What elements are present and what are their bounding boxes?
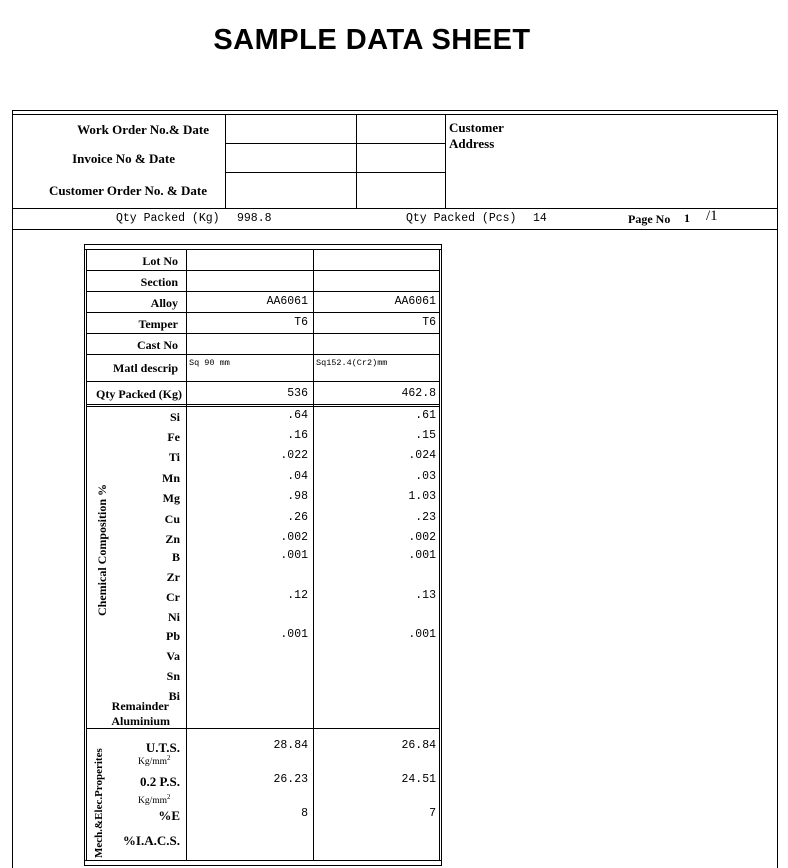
chem-element-label: Mn	[162, 471, 180, 485]
header-left-border	[12, 110, 13, 868]
chem-value-col2: .61	[415, 409, 436, 422]
col2-elong: 7	[429, 807, 436, 820]
chem-group-label: Chemical Composition %	[95, 484, 109, 616]
header-col-divider-3	[445, 114, 446, 208]
chem-element-label: Ti	[168, 450, 180, 464]
chem-element-label: Fe	[167, 430, 180, 444]
chem-value-col1: .12	[287, 589, 308, 602]
chem-element-label: Si	[169, 410, 180, 424]
row-line-lotno	[86, 270, 439, 271]
iacs-label: %I.A.C.S.	[122, 833, 180, 848]
row-line-section	[86, 291, 439, 292]
matl-descrip-label: Matl descrip	[113, 361, 178, 375]
qty-packed-label: Qty Packed (Kg)	[96, 387, 182, 401]
table-top-border	[84, 244, 441, 245]
chem-value-col2: .03	[415, 470, 436, 483]
page-current: 1	[684, 211, 690, 225]
chem-element-label: Ni	[168, 610, 180, 624]
chem-value-col1: .002	[280, 531, 308, 544]
chem-element-label: Bi	[168, 689, 180, 703]
chem-element-label: Cu	[164, 512, 180, 526]
summary-bottom-border	[12, 229, 778, 230]
uts-label: U.T.S.	[145, 740, 180, 755]
row-line-matl	[86, 381, 439, 382]
header-col-divider-2	[356, 114, 357, 208]
chem-value-col2: .001	[408, 628, 436, 641]
row-line-qty	[86, 404, 439, 405]
header-col-divider-1	[225, 114, 226, 208]
chem-element-label: Mg	[162, 491, 180, 505]
row-line-temper	[86, 333, 439, 334]
qty-packed-kg-value: 998.8	[237, 212, 272, 225]
elong-label: %E	[158, 808, 180, 823]
chem-value-col2: .13	[415, 589, 436, 602]
table-top-border-inner	[84, 249, 441, 250]
col1-uts: 28.84	[273, 739, 308, 752]
ps-unit: $Kg/mm^2$	[138, 793, 171, 807]
col2-temper: T6	[422, 316, 436, 329]
table-col-divider-1	[186, 249, 187, 860]
header-row-divider-1	[225, 143, 445, 144]
col1-elong: 8	[301, 807, 308, 820]
chem-element-label: Va	[166, 649, 180, 663]
row-line-alloy	[86, 312, 439, 313]
chem-value-col1: .001	[280, 549, 308, 562]
section-label: Section	[140, 275, 178, 289]
chem-value-col2: 1.03	[408, 490, 436, 503]
lot-no-label: Lot No	[142, 254, 178, 268]
temper-label: Temper	[138, 317, 178, 331]
chem-value-col2: .001	[408, 549, 436, 562]
table-right-border-inner	[439, 249, 440, 860]
aluminium-label: Aluminium	[111, 714, 170, 728]
chem-value-col1: .16	[287, 429, 308, 442]
col2-matl-descrip: Sq152.4(Cr2)mm	[316, 358, 388, 368]
cast-no-label: Cast No	[137, 338, 178, 352]
chem-value-col2: .024	[408, 449, 436, 462]
col1-temper: T6	[294, 316, 308, 329]
row-line-qty-inner	[86, 406, 439, 407]
chem-element-label: Sn	[166, 669, 180, 683]
table-col-divider-2	[313, 249, 314, 860]
table-left-border-inner	[86, 249, 87, 860]
mech-group-label: Mech.&Elec.Properites	[93, 748, 105, 858]
uts-unit: $Kg/mm^2$	[138, 754, 171, 768]
col1-matl-descrip: Sq 90 mm	[189, 358, 230, 368]
header-top-border	[12, 110, 778, 111]
chem-value-col1: .04	[287, 470, 308, 483]
chem-element-label: Zr	[166, 570, 180, 584]
ps-label: 0.2 P.S.	[140, 774, 180, 789]
header-row-divider-2	[225, 172, 445, 173]
work-order-label: Work Order No.& Date	[77, 122, 209, 137]
chem-element-label: Pb	[165, 629, 180, 643]
page-total: /1	[706, 208, 718, 224]
header-top-border-inner	[12, 114, 778, 115]
qty-packed-pcs-value: 14	[533, 212, 547, 225]
chem-value-col1: .64	[287, 409, 308, 422]
chem-value-col1: .98	[287, 490, 308, 503]
invoice-label: Invoice No & Date	[72, 151, 175, 166]
chem-element-label: Zn	[165, 532, 180, 546]
col2-uts: 26.84	[401, 739, 436, 752]
table-bottom-border	[84, 860, 441, 861]
chem-element-label: B	[171, 550, 180, 564]
col2-ps: 24.51	[401, 773, 436, 786]
table-bottom-border-outer	[84, 865, 441, 866]
col2-alloy: AA6061	[394, 295, 436, 308]
chem-value-col1: .022	[280, 449, 308, 462]
header-bottom-border	[12, 208, 778, 209]
table-left-border	[84, 244, 85, 866]
chem-value-col1: .26	[287, 511, 308, 524]
customer-label: Customer	[449, 120, 504, 135]
header-right-border	[777, 110, 778, 868]
alloy-label: Alloy	[150, 296, 178, 310]
row-line-castno	[86, 354, 439, 355]
col1-ps: 26.23	[273, 773, 308, 786]
chem-value-col2: .002	[408, 531, 436, 544]
chem-element-label: Cr	[166, 590, 180, 604]
col1-alloy: AA6061	[266, 295, 308, 308]
col1-qty-packed: 536	[287, 387, 308, 400]
col2-qty-packed: 462.8	[401, 387, 436, 400]
chem-value-col2: .15	[415, 429, 436, 442]
chem-value-col2: .23	[415, 511, 436, 524]
remainder-label: Remainder	[111, 699, 169, 713]
page-no-label: Page No	[628, 212, 671, 226]
address-label: Address	[449, 136, 495, 151]
qty-packed-kg-label: Qty Packed (Kg)	[116, 212, 220, 225]
customer-order-label: Customer Order No. & Date	[48, 183, 207, 198]
chem-value-col1: .001	[280, 628, 308, 641]
table-right-border	[441, 244, 442, 866]
page-title: SAMPLE DATA SHEET	[213, 24, 531, 56]
qty-packed-pcs-label: Qty Packed (Pcs)	[406, 212, 517, 225]
